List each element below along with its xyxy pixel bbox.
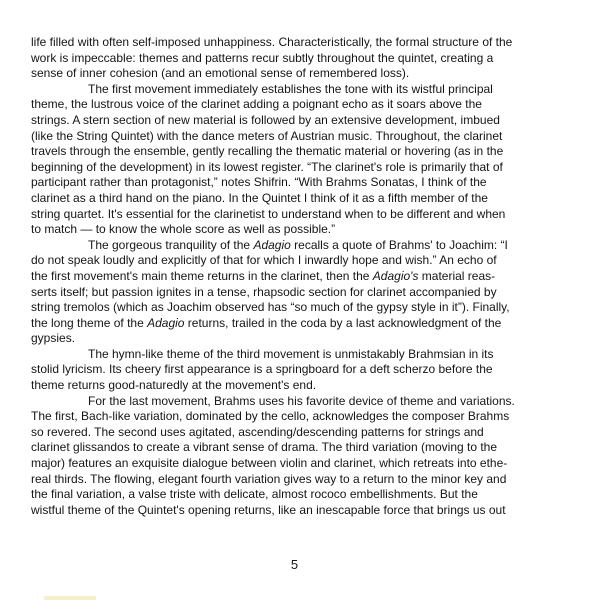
text-line: [31, 285, 576, 301]
italic-title: Adagio: [253, 237, 291, 252]
text-segment: stolid lyricism. Its cheery first appearance is a springboard for a deft scherzo before the: [31, 362, 493, 377]
text-segment: string quartet. It's essential for the clarinetist to understand when to be different and when: [31, 206, 506, 221]
text-line: [31, 300, 576, 316]
text-line: [31, 51, 576, 67]
text-segment: gypsies.: [31, 331, 76, 346]
paragraph-first-line: [31, 82, 576, 98]
text-segment: real thirds. The flowing, elegant fourth variation gives way to a return to the minor key and: [31, 471, 507, 486]
text-segment: string tremolos (which as Joachim observed has “so much of the gypsy style in it”). Finally,: [31, 300, 510, 315]
text-line: [31, 378, 576, 394]
text-segment: beginning of the development) in its lowest register. “The clarinet's role is primarily that of: [31, 159, 503, 174]
text-segment: life filled with often self-imposed unhappiness. Characteristically, the formal structure of the: [31, 35, 513, 49]
page-number: 5: [290, 557, 299, 572]
text-segment: material reas-: [418, 268, 496, 283]
text-segment: travels through the ensemble, gently recalling the thematic material or hovering (as in the: [31, 144, 504, 159]
text-segment: the long theme of the: [31, 315, 148, 330]
paper-edge-mark: [44, 596, 96, 600]
text-line: [31, 222, 576, 238]
text-segment: the final variation, a valse triste with delicate, almost rococo embellishments. But the: [31, 487, 478, 502]
text-line: [31, 472, 576, 488]
text-segment: (like the String Quintet) with the dance meters of Austrian music. Throughout, the clarinet: [31, 128, 503, 143]
text-line: [31, 66, 576, 82]
text-line: [31, 440, 576, 456]
text-segment: do not speak loudly and explicitly of that for which I inwardly hope and wish.” An echo of: [31, 253, 497, 268]
paragraph-first-line: [31, 347, 576, 363]
text-line: [31, 425, 576, 441]
text-line: [31, 331, 576, 347]
paragraph-first-line: [31, 394, 576, 410]
text-segment: strings. A stern section of new material is followed by an extensive development, imbued: [31, 112, 500, 127]
paragraph-first-line: [31, 238, 576, 254]
text-segment: major) features an exquisite dialogue between violin and clarinet, which retreats into ethe-: [31, 456, 508, 471]
body-text: [31, 35, 576, 518]
text-line: [31, 97, 576, 113]
text-line: [31, 191, 576, 207]
text-segment: wistful theme of the Quintet's opening returns, like an inescapable force that brings us out: [31, 502, 506, 517]
text-line: [31, 503, 576, 519]
text-line: [31, 35, 576, 51]
text-segment: The first movement immediately establishes the tone with its wistful principal: [88, 81, 493, 96]
text-line: [31, 129, 576, 145]
text-line: [31, 269, 576, 285]
text-line: [31, 113, 576, 129]
text-segment: participant rather than protagonist,” notes Shifrin. “With Brahms Sonatas, I think of the: [31, 175, 487, 190]
text-line: [31, 456, 576, 472]
text-segment: theme returns good-naturedly at the movement's end.: [31, 378, 317, 393]
text-segment: to match — to know the whole score as well as possible.”: [31, 222, 336, 237]
text-segment: The hymn-like theme of the third movement is unmistakably Brahmsian in its: [88, 346, 494, 361]
text-segment: clarinet glissandos to create a vibrant sense of drama. The third variation (moving to the: [31, 440, 498, 455]
text-segment: returns, trailed in the coda by a last acknowledgment of the: [184, 315, 502, 330]
text-segment: clarinet as a third hand on the piano. In the Quintet I think of it as a fifth member of the: [31, 190, 488, 205]
text-segment: work is impeccable: themes and patterns recur subtly throughout the quintet, creating a: [31, 50, 494, 65]
text-segment: The first, Bach-like variation, dominated by the cello, acknowledges the composer Brahms: [31, 409, 510, 424]
text-segment: The gorgeous tranquility of the: [88, 237, 254, 252]
text-line: [31, 207, 576, 223]
text-segment: recalls a quote of Brahms' to Joachim: “I: [290, 237, 508, 252]
text-line: [31, 160, 576, 176]
text-segment: the first movement's main theme returns in the clarinet, then the: [31, 268, 373, 283]
text-segment: theme, the lustrous voice of the clarinet adding a poignant echo as it soars above the: [31, 97, 482, 112]
text-line: [31, 316, 576, 332]
text-line: [31, 409, 576, 425]
text-line: [31, 175, 576, 191]
text-line: [31, 144, 576, 160]
text-segment: For the last movement, Brahms uses his favorite device of theme and variations.: [88, 393, 515, 408]
text-segment: sense of inner cohesion (and an emotional sense of remembered loss).: [31, 66, 410, 81]
text-line: [31, 487, 576, 503]
italic-title: Adagio: [147, 315, 185, 330]
text-segment: serts itself; but passion ignites in a tense, rhapsodic section for clarinet accompanied by: [31, 284, 497, 299]
italic-title: Adagio's: [372, 268, 419, 283]
text-segment: so revered. The second uses agitated, ascending/descending patterns for strings and: [31, 424, 484, 439]
text-line: [31, 253, 576, 269]
text-line: [31, 362, 576, 378]
